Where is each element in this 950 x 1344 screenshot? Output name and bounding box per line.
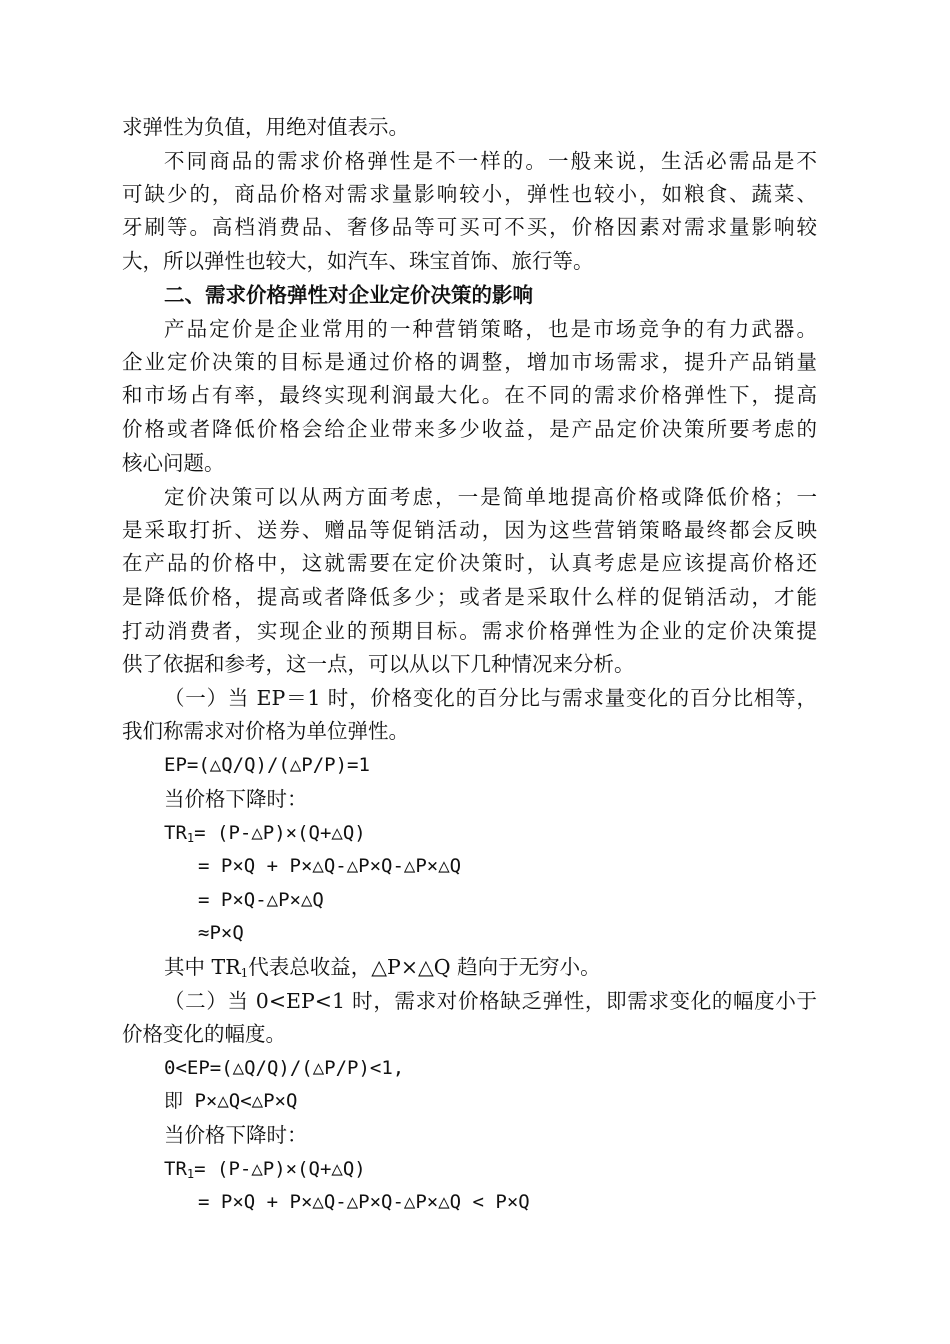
paragraph-line: 不同商品的需求价格弹性是不一样的。一般来说，生活必需品是不	[164, 149, 817, 173]
paragraph-line: （二）当 0<EP<1 时，需求对价格缺乏弹性，即需求变化的幅度小于	[164, 989, 817, 1013]
paragraph-line: （一）当 EP＝1 时，价格变化的百分比与需求量变化的百分比相等，	[164, 686, 817, 710]
formula-step: = P×Q-△P×△Q	[198, 889, 324, 911]
tr-symbol: TR	[164, 1158, 187, 1180]
tr-expression: = (P-△P)×(Q+△Q)	[194, 822, 366, 844]
formula-ep-range: 0<EP=(△Q/Q)/(△P/P)<1,	[164, 1057, 405, 1079]
formula-tr1	[164, 1156, 366, 1187]
paragraph-line: 核心问题。	[122, 451, 225, 475]
paragraph-line: 是采取打折、送券、赠品等促销活动，因为这些营销策略最终都会反映	[122, 518, 817, 542]
note-prefix: 其中 TR	[164, 955, 241, 979]
paragraph-line: 牙刷等。高档消费品、奢侈品等可买可不买，价格因素对需求量影响较	[122, 215, 817, 239]
paragraph-line: 企业定价决策的目标是通过价格的调整，增加市场需求，提升产品销量	[122, 350, 817, 374]
formula-step: ≈P×Q	[198, 922, 244, 944]
paragraph-line: 是降低价格，提高或者降低多少；或者是采取什么样的促销活动，才能	[122, 585, 817, 609]
note-text: 代表总收益，△P×△Q 趋向于无穷小。	[248, 955, 601, 979]
paragraph-line: 我们称需求对价格为单位弹性。	[122, 719, 409, 743]
tr-subscript: 1	[186, 831, 195, 845]
formula-tr1	[164, 820, 366, 851]
paragraph-line: 当价格下降时：	[164, 1123, 308, 1147]
formula-ep: EP=(△Q/Q)/(△P/P)=1	[164, 754, 370, 776]
paragraph-line: 求弹性为负值，用绝对值表示。	[122, 115, 409, 139]
paragraph-line: 供了依据和参考，这一点，可以从以下几种情况来分析。	[122, 652, 635, 676]
formula-inequality: 即 P×△Q<△P×Q	[164, 1090, 298, 1112]
tr-subscript: 1	[186, 1167, 195, 1181]
paragraph-line: 价格或者降低价格会给企业带来多少收益，是产品定价决策所要考虑的	[122, 417, 817, 441]
paragraph-line: 价格变化的幅度。	[122, 1022, 286, 1046]
formula-step: = P×Q + P×△Q-△P×Q-△P×△Q < P×Q	[198, 1191, 530, 1213]
paragraph-line: 产品定价是企业常用的一种营销策略，也是市场竞争的有力武器。	[164, 317, 817, 341]
paragraph-line: 可缺少的，商品价格对需求量影响较小，弹性也较小，如粮食、蔬菜、	[122, 182, 817, 206]
tr-expression: = (P-△P)×(Q+△Q)	[194, 1158, 366, 1180]
paragraph-line: 当价格下降时：	[164, 787, 308, 811]
formula-note	[164, 954, 601, 986]
paragraph-line: 在产品的价格中，这就需要在定价决策时，认真考虑是应该提高价格还	[122, 551, 817, 575]
formula-step: = P×Q + P×△Q-△P×Q-△P×△Q	[198, 855, 462, 877]
note-subscript: 1	[240, 966, 249, 980]
paragraph-line: 和市场占有率，最终实现利润最大化。在不同的需求价格弹性下，提高	[122, 383, 817, 407]
section-heading: 二、需求价格弹性对企业定价决策的影响	[164, 283, 533, 307]
paragraph-line: 定价决策可以从两方面考虑，一是简单地提高价格或降低价格；一	[164, 485, 817, 509]
paragraph-line: 大，所以弹性也较大，如汽车、珠宝首饰、旅行等。	[122, 249, 594, 273]
tr-symbol: TR	[164, 822, 187, 844]
paragraph-line: 打动消费者，实现企业的预期目标。需求价格弹性为企业的定价决策提	[122, 619, 817, 643]
